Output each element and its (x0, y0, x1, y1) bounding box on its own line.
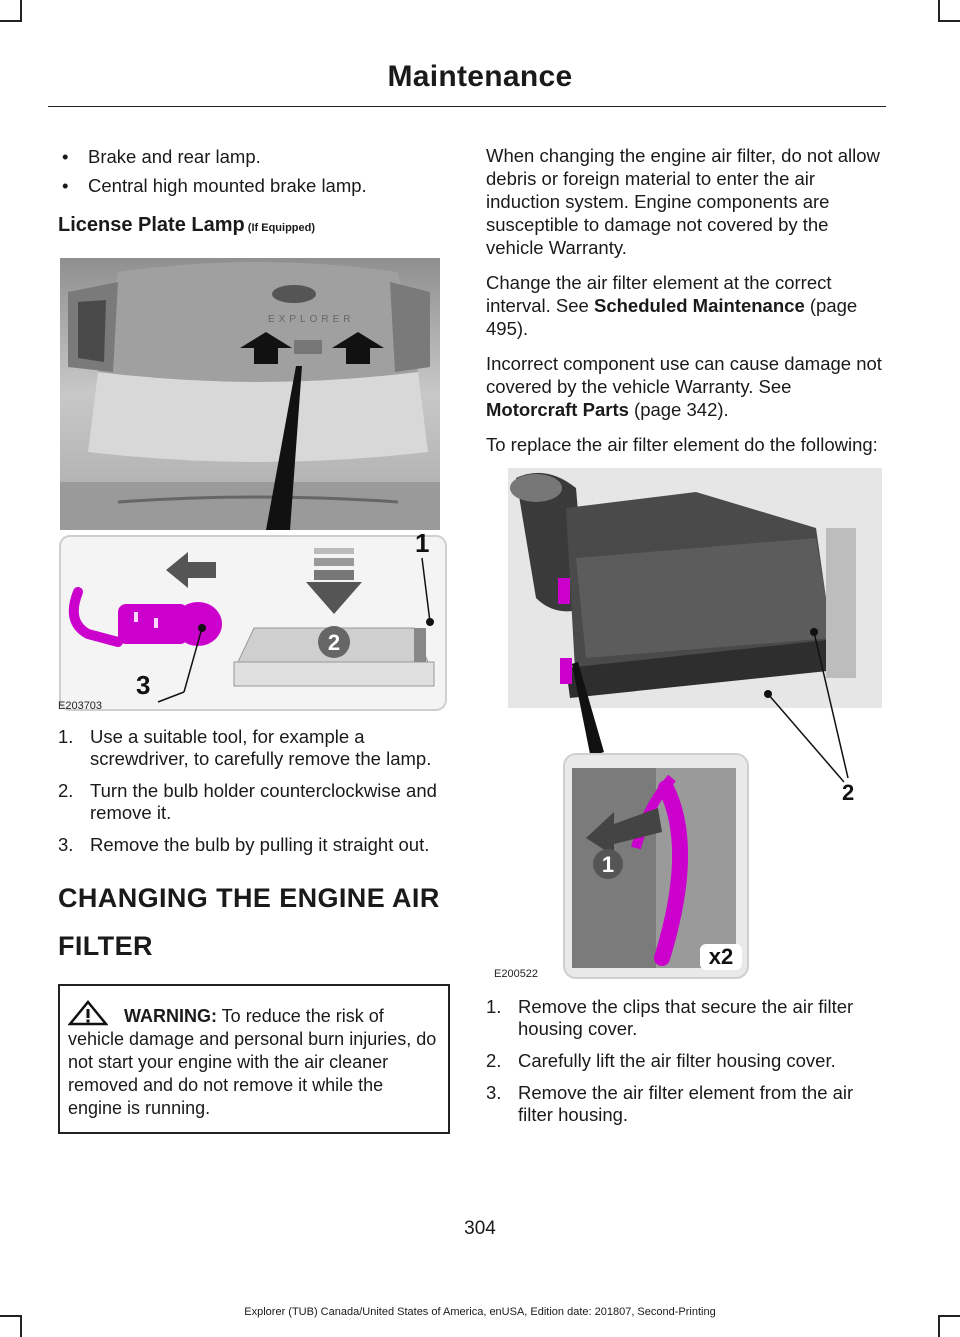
step-number: 2. (486, 1050, 502, 1071)
warning-triangle-icon (68, 1000, 124, 1026)
figure-code: E203703 (58, 700, 103, 712)
section-heading (58, 880, 450, 964)
air-filter-figure (486, 468, 882, 980)
list-item (58, 726, 450, 770)
crop-mark (0, 20, 22, 22)
footer-edition-text: Explorer (TUB) Canada/United States of America, enUSA, Edition date: 201807, Second-Printing (244, 1306, 716, 1318)
subheading-license-plate-lamp (58, 211, 450, 242)
crop-mark (20, 0, 22, 22)
crop-mark (938, 1315, 940, 1337)
list-item (58, 173, 450, 199)
header-divider (48, 106, 886, 107)
step-text: Remove the clips that secure the air filter housing cover. (518, 996, 854, 1039)
step-number: 1. (58, 726, 74, 747)
scheduled-maintenance-link[interactable]: Scheduled Maintenance (593, 295, 805, 316)
crop-mark (20, 1315, 22, 1337)
page-title: Maintenance (387, 60, 573, 93)
callout-3: 3 (136, 670, 151, 700)
bullet-text: Central high mounted brake lamp. (88, 175, 367, 196)
lamp-steps-list (58, 726, 450, 856)
bullet-text: Brake and rear lamp. (88, 146, 261, 167)
right-column (486, 144, 882, 1136)
air-filter-steps-list (486, 996, 882, 1126)
left-column (58, 144, 450, 1134)
callout-2: 2 (327, 630, 341, 655)
bullet-dot: • (62, 175, 69, 196)
license-plate-lamp-figure (58, 252, 450, 712)
step-text: Turn the bulb holder counterclockwise and remove it. (90, 780, 437, 823)
step-number: 3. (58, 834, 74, 855)
step-number: 3. (486, 1082, 502, 1103)
air-filter-illustration (486, 468, 882, 980)
step-text: Use a suitable tool, for example a screwdriver, to carefully remove the lamp. (90, 726, 432, 769)
step-number: 1. (486, 996, 502, 1017)
step-text: Remove the air filter element from the air filter housing. (518, 1082, 854, 1125)
subheading-text: License Plate Lamp (58, 214, 245, 236)
list-item (486, 996, 882, 1040)
list-item (486, 1082, 882, 1126)
figure-code: E200522 (494, 968, 539, 980)
step-number: 2. (58, 780, 74, 801)
license-plate-lamp-illustration (58, 252, 450, 712)
page-number: 304 (464, 1218, 496, 1239)
step-text: Remove the bulb by pulling it straight out. (90, 834, 430, 855)
warning-box (58, 984, 450, 1134)
callout-2: 2 (842, 780, 855, 805)
section-heading-line: CHANGING THE ENGINE AIR (58, 883, 440, 913)
warning-label: WARNING: (124, 1006, 217, 1026)
paragraph (486, 271, 882, 340)
paragraph-text: Incorrect component use can cause damage not covered by the vehicle Warranty. See (486, 353, 882, 397)
motorcraft-parts-link[interactable]: Motorcraft Parts (486, 399, 629, 420)
callout-1: 1 (415, 528, 430, 558)
crop-mark (938, 0, 940, 22)
paragraph (486, 352, 882, 421)
paragraph: When changing the engine air filter, do not allow debris or foreign material to enter the air induction system. Engine components are susceptible to damage not covered by the vehicle Warranty. (486, 145, 880, 258)
section-heading-line: FILTER (58, 931, 153, 961)
subheading-qualifier: (If Equipped) (244, 222, 316, 234)
list-item (486, 1050, 882, 1072)
paragraph: To replace the air filter element do the following: (486, 434, 878, 455)
list-item (58, 780, 450, 824)
paragraph-text: Change the air filter element at the correct interval. See (486, 272, 832, 316)
crop-mark (938, 20, 960, 22)
warning-text: To reduce the risk of vehicle damage and personal burn injuries, do not start your engine with the air cleaner removed and do not remove it while the engine is running. (68, 1006, 437, 1118)
paragraph-text: (page 342). (628, 399, 729, 420)
callout-1: 1 (601, 852, 615, 877)
bullet-dot: • (62, 146, 69, 167)
list-item (58, 834, 450, 856)
paragraph-text: (page 495). (486, 295, 858, 339)
step-text: Carefully lift the air filter housing cover. (518, 1050, 836, 1071)
quantity-callout: x2 (708, 944, 734, 969)
svg-text:EXPLORER: EXPLORER (268, 314, 355, 325)
list-item (58, 144, 450, 170)
